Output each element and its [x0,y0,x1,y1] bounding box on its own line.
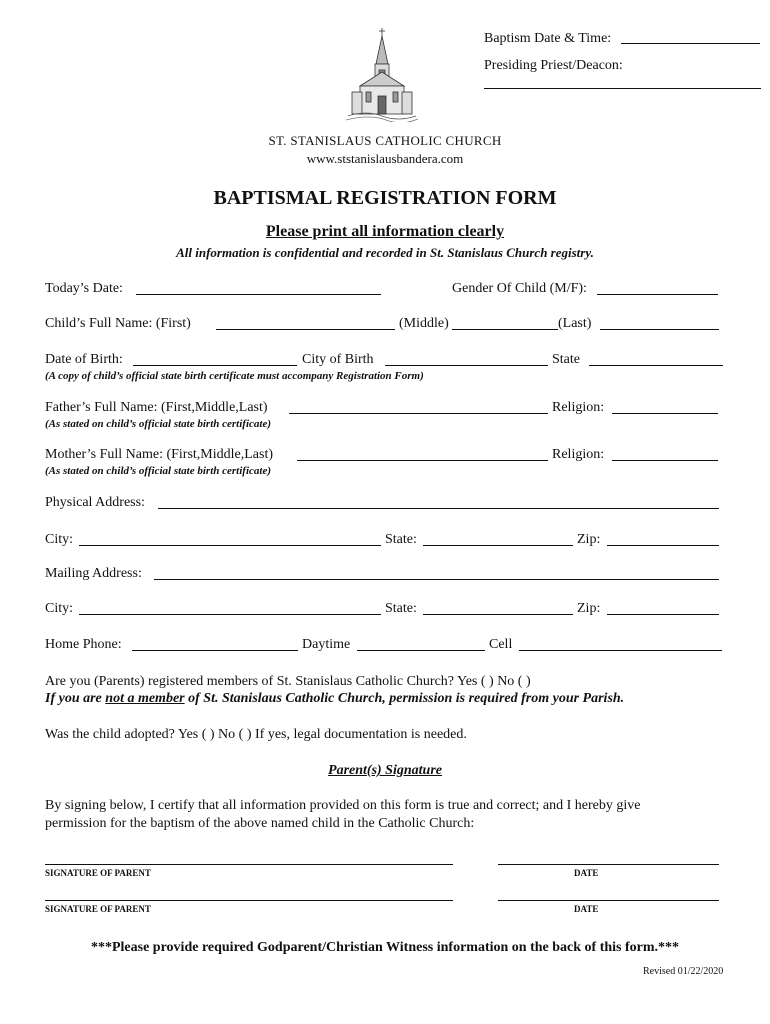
mailing-address-field[interactable] [154,579,719,580]
date-line-1[interactable] [498,864,719,865]
not-member-note: If you are not a member of St. Stanislaus Catholic Church, permission is required from your Parish. [45,691,625,706]
date-label-2: DATE [574,904,599,914]
form-title: BAPTISMAL REGISTRATION FORM [213,187,557,209]
mailing-zip-field[interactable] [607,614,719,615]
daytime-phone-field[interactable] [357,650,485,651]
child-middle-name-field[interactable] [452,329,558,330]
adopted-question: Was the child adopted? Yes ( ) No ( ) If yes, legal documentation is needed. [45,727,467,742]
city-of-birth-field[interactable] [385,365,548,366]
date-label-1: DATE [574,868,599,878]
baptism-date-time-field[interactable] [621,43,760,44]
child-first-name-label: Child’s Full Name: (First) [45,316,191,331]
mailing-address-label: Mailing Address: [45,566,142,581]
form-subtitle: Please print all information clearly [265,223,505,240]
gender-field[interactable] [597,294,718,295]
mother-as-stated-note: (As stated on child’s official state birth certificate) [45,465,271,477]
mailing-state-label: State: [385,601,417,616]
physical-state-field[interactable] [423,545,573,546]
mailing-city-field[interactable] [79,614,381,615]
child-first-name-field[interactable] [216,329,395,330]
physical-address-field[interactable] [158,508,719,509]
birth-state-label: State [552,352,580,367]
physical-city-label: City: [45,532,74,547]
physical-city-field[interactable] [79,545,381,546]
date-of-birth-field[interactable] [133,365,297,366]
physical-zip-field[interactable] [607,545,719,546]
signature-of-parent-label-1: SIGNATURE OF PARENT [45,868,151,878]
mailing-city-label: City: [45,601,74,616]
physical-state-label: State: [385,532,417,547]
date-line-2[interactable] [498,900,719,901]
gender-label: Gender Of Child (M/F): [452,281,587,296]
physical-zip-label: Zip: [577,532,601,547]
father-name-label: Father’s Full Name: (First,Middle,Last) [45,400,268,415]
church-website: www.ststanislausbandera.com [306,151,464,166]
presiding-priest-field[interactable] [484,88,761,89]
home-phone-label: Home Phone: [45,637,122,652]
mother-name-label: Mother’s Full Name: (First,Middle,Last) [45,447,273,462]
child-middle-name-label: (Middle) [399,316,449,331]
todays-date-field[interactable] [136,294,381,295]
mailing-state-field[interactable] [423,614,573,615]
cell-phone-field[interactable] [519,650,722,651]
confidential-note: All information is confidential and recorded in St. Stanislaus Church registry. [176,245,594,260]
father-as-stated-note: (As stated on child’s official state birth certificate) [45,418,271,430]
registered-members-question: Are you (Parents) registered members of St. Stanislaus Catholic Church? Yes ( ) No ( ) [45,674,531,689]
certify-text-line2: permission for the baptism of the above named child in the Catholic Church: [45,816,475,831]
date-of-birth-label: Date of Birth: [45,352,123,367]
mother-religion-label: Religion: [552,447,605,462]
father-religion-field[interactable] [612,413,718,414]
certify-text-line1: By signing below, I certify that all information provided on this form is true and correct; and I hereby give [45,798,641,813]
revised-date: Revised 01/22/2020 [643,966,724,977]
home-phone-field[interactable] [132,650,298,651]
parent-signature-heading: Parent(s) Signature [328,763,442,778]
godparent-note: ***Please provide required Godparent/Christian Witness information on the back of this form.*** [90,940,680,955]
presiding-priest-label: Presiding Priest/Deacon: [484,58,623,73]
mother-religion-field[interactable] [612,460,718,461]
mailing-zip-label: Zip: [577,601,601,616]
church-name: ST. STANISLAUS CATHOLIC CHURCH [268,133,502,148]
birth-certificate-note: (A copy of child’s official state birth certificate must accompany Registration Form) [45,370,424,382]
signature-of-parent-label-2: SIGNATURE OF PARENT [45,904,151,914]
cell-phone-label: Cell [489,637,513,652]
todays-date-label: Today’s Date: [45,281,123,296]
parent-signature-line-1[interactable] [45,864,453,865]
city-of-birth-label: City of Birth [302,352,374,367]
child-last-name-label: (Last) [558,316,592,331]
father-religion-label: Religion: [552,400,605,415]
church-steeple-icon [346,26,418,122]
birth-state-field[interactable] [589,365,723,366]
child-last-name-field[interactable] [600,329,719,330]
mother-name-field[interactable] [297,460,548,461]
daytime-phone-label: Daytime [302,637,351,652]
father-name-field[interactable] [289,413,548,414]
physical-address-label: Physical Address: [45,495,145,510]
baptism-date-time-label: Baptism Date & Time: [484,31,612,46]
parent-signature-line-2[interactable] [45,900,453,901]
